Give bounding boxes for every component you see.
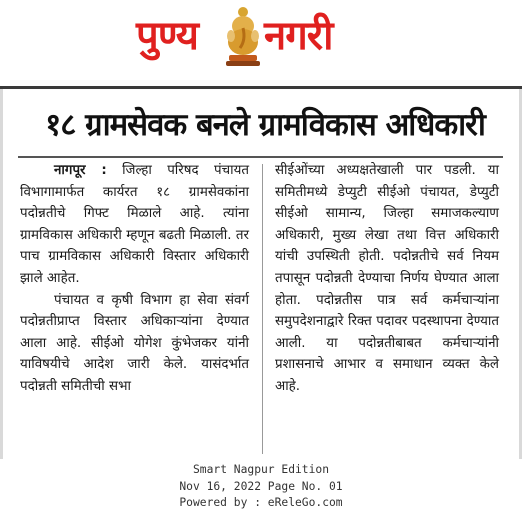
edition-footer — [0, 462, 522, 512]
footer-edition: Smart Nagpur Edition — [192, 463, 330, 476]
masthead — [0, 0, 522, 74]
logo-text-left: पुण्य — [136, 13, 198, 59]
dateline: नागपूर : — [54, 163, 107, 178]
paragraph-2: पंचायत व कृषी विभाग हा सेवा संवर्ग पदोन्नतीप्राप्त विस्तार अधिकाऱ्यांना देण्यात आला आहे. सीईओ योगेश कुंभेजकर यांनी याविषयीचे आदेश जारी केले. यासंदर्भात पदोन्नती समितीची सभा — [20, 292, 249, 394]
ganesh-emblem-icon — [224, 6, 262, 68]
footer-date-page: Nov 16, 2022 Page No. 01 — [179, 479, 343, 493]
article-headline: १८ ग्रामसेवक बनले ग्रामविकास अधिकारी — [45, 107, 485, 143]
paragraph-1 — [20, 160, 249, 290]
headline-underline — [18, 156, 503, 158]
article-column-right — [275, 160, 499, 398]
logo-text-right: नगरी — [264, 13, 333, 59]
paragraph-1-text: जिल्हा परिषद पंचायत विभागामार्फत कार्यरत १८ ग्रामसेवकांना पदोन्नतीचे गिफ्ट मिळाले आहे. त्यांना ग्रामविकास अधिकारी म्हणून बढती मिळाली. तर पाच ग्रामविकास अधिकारी विस्तार अधिकारी झाले आहेत. — [20, 163, 249, 286]
masthead-divider — [0, 86, 522, 89]
column-divider — [262, 164, 263, 454]
paragraph-3: सीईओंच्या अध्यक्षतेखाली पार पडली. या समितीमध्ये डेप्युटी सीईओ पंचायत, डेप्युटी सीईओ सामान्य, जिल्हा समाजकल्याण अधिकारी, मुख्य लेखा तथा वित्त अधिकारी यांची उपस्थिती होती. पदोन्नतीचे सर्व नियम तपासून पदोन्नती देण्याचा निर्णय घेण्यात आला होता. पदोन्नतीस पात्र सर्व कर्मचाऱ्यांना समुपदेशनाद्वारे रिक्त पदावर पदस्थापना देण्यात आली. या पदोन्नतीबाबत कर्मचाऱ्यांनी प्रशासनाचे आभार व समाधान व्यक्त केले आहे. — [275, 163, 499, 394]
footer-powered-by: Powered by : eReleGo.com — [179, 496, 343, 509]
page-edge-left — [0, 89, 3, 459]
article-column-left — [20, 160, 249, 398]
